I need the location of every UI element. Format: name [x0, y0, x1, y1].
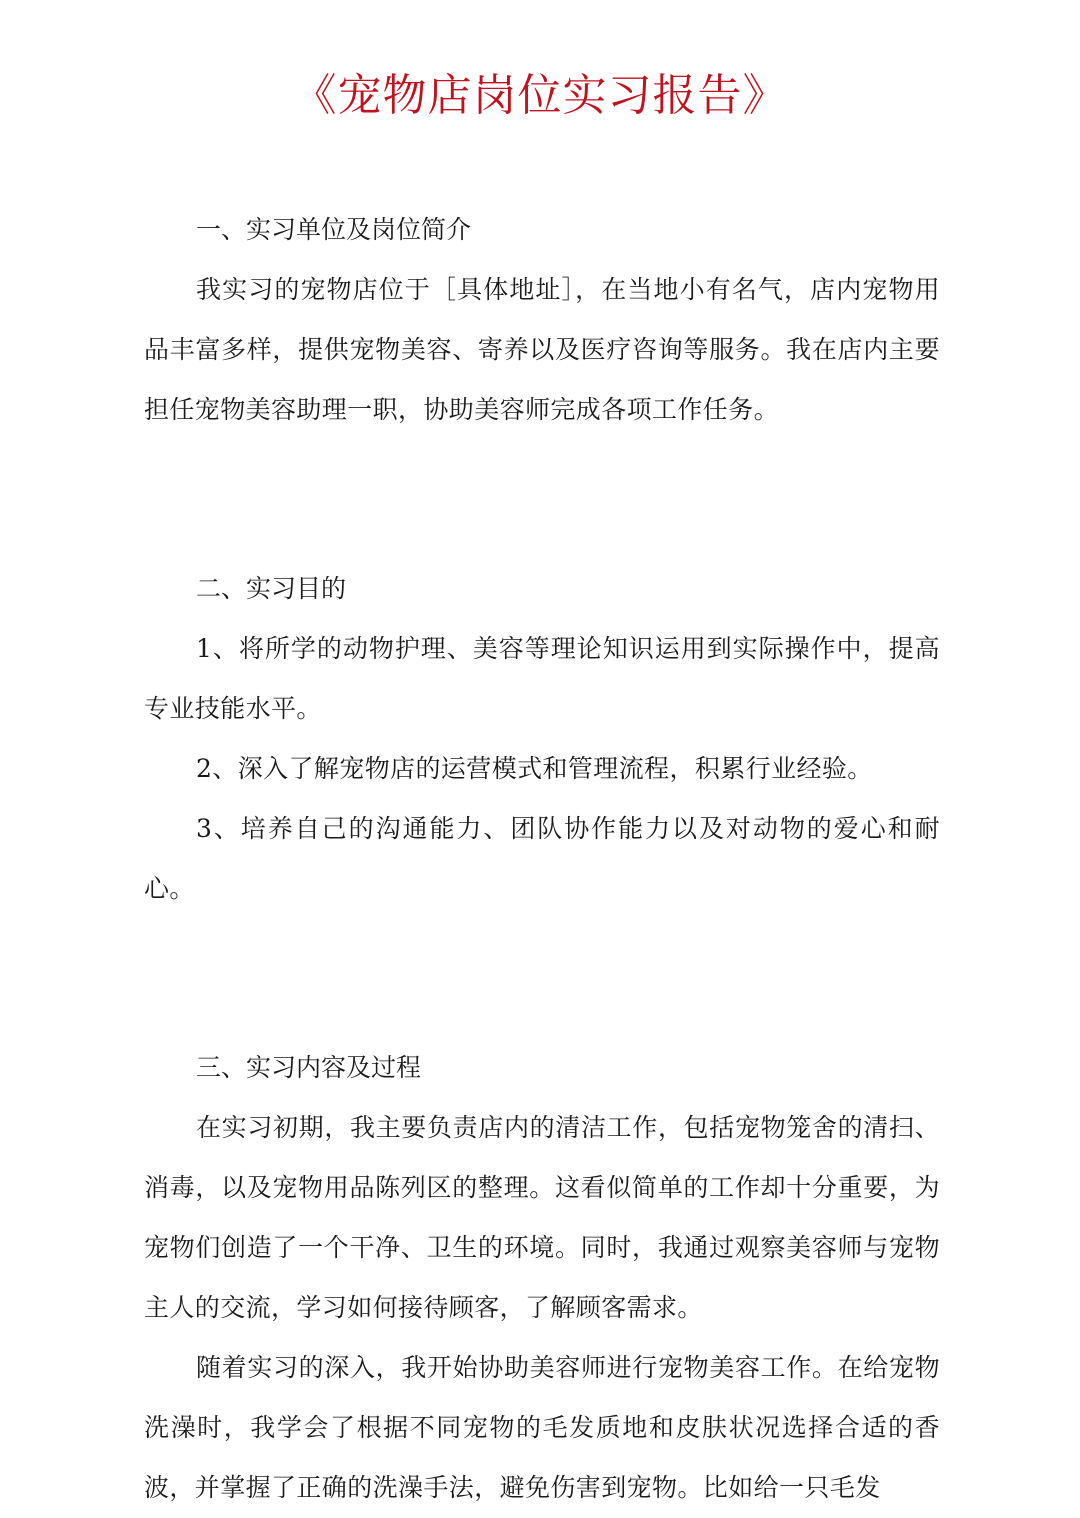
paragraph: 我实习的宠物店位于［具体地址］，在当地小有名气，店内宠物用品丰富多样，提供宠物美容、寄养以及医疗咨询等服务。我在店内主要担任宠物美容助理一职，协助美容师完成各项工作任务。 — [144, 275, 940, 424]
section-purpose — [144, 559, 940, 919]
document-body — [144, 200, 940, 1518]
section-heading: 一、实习单位及岗位简介 — [196, 215, 472, 244]
section-content-process — [144, 1038, 940, 1518]
paragraph: 在实习初期，我主要负责店内的清洁工作，包括宠物笼舍的清扫、消毒，以及宠物用品陈列区的整理。这看似简单的工作却十分重要，为宠物们创造了一个干净、卫生的环境。同时，我通过观察美容师与宠物主人的交流，学习如何接待顾客，了解顾客需求。 — [144, 1113, 940, 1322]
section-spacer — [144, 919, 940, 1038]
document-title: 《宠物店岗位实习报告》 — [292, 70, 788, 121]
list-item: 1、将所学的动物护理、美容等理论知识运用到实际操作中，提高专业技能水平。 — [144, 634, 940, 723]
list-item: 3、培养自己的沟通能力、团队协作能力以及对动物的爱心和耐心。 — [144, 814, 940, 903]
section-heading: 三、实习内容及过程 — [196, 1053, 422, 1082]
section-heading: 二、实习目的 — [196, 574, 347, 603]
section-unit-intro — [144, 200, 940, 440]
list-item: 2、深入了解宠物店的运营模式和管理流程，积累行业经验。 — [196, 754, 873, 783]
paragraph: 随着实习的深入，我开始协助美容师进行宠物美容工作。在给宠物洗澡时，我学会了根据不同宠物的毛发质地和皮肤状况选择合适的香波，并掌握了正确的洗澡手法，避免伤害到宠物。比如给一只毛发 — [144, 1353, 940, 1502]
section-spacer — [144, 440, 940, 559]
